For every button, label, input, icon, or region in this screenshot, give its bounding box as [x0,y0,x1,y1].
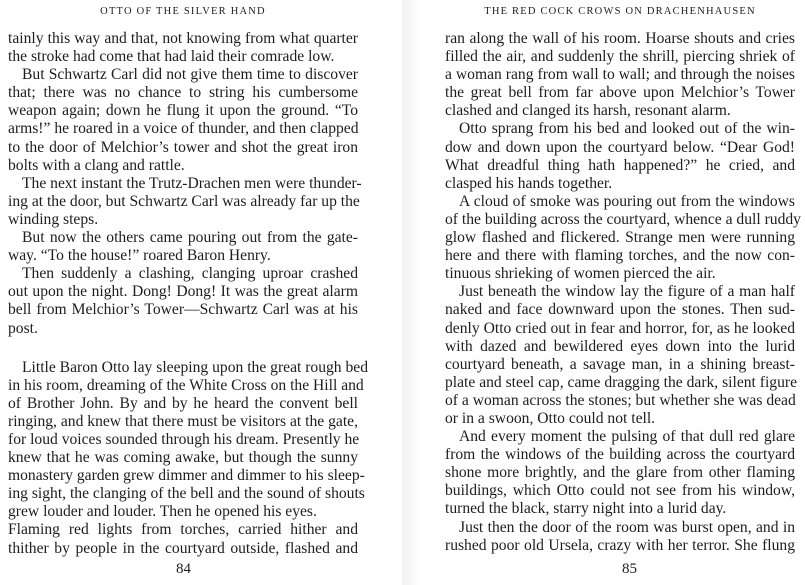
text-line: a woman rang from wall to wall; and through the noises [445,66,795,84]
text-line: of a woman across the stones; but whether she was dead [445,391,796,409]
text-line: thither by people in the courtyard outside, flashed and [8,539,358,557]
left-page [0,0,402,585]
text-line: A cloud of smoke was pouring out from the windows [459,192,795,210]
text-line: glow flashed and flickered. Strange men were running [445,229,795,247]
right-page [402,0,805,585]
text-line: ing sight, the clanging of the bell and the sound of shouts [8,485,365,503]
text-line: here and there with flaming torches, and the now con- [445,247,795,265]
text-line: ringing, and knew that there must be visitors at the gate, [8,412,358,430]
text-line: with dazed and bewildered eyes down into the lurid [445,337,795,355]
text-line: in his room, dreaming of the White Cross on the Hill and [8,376,364,394]
page-number: 84 [176,561,191,577]
text-line: or in a swoon, Otto could not tell. [445,409,656,427]
text-line: way. “To the house!” roared Baron Henry. [8,247,271,265]
text-line: out upon the night. Dong! Dong! It was the great alarm [8,283,358,301]
text-line: denly Otto cried out in fear and horror, for, as he looked [445,319,795,337]
text-line: buildings, which Otto could not see from his window, [445,482,795,500]
page-text [445,30,801,555]
text-line: of the building across the courtyard, whence a dull ruddy [445,210,801,228]
text-line: to the door of Melchior’s tower and shot the great iron [8,138,358,156]
page-number: 85 [622,561,637,577]
running-head: THE RED COCK CROWS ON DRACHENHAUSEN [484,6,756,17]
text-line: dow and down upon the courtyard below. “Dear God! [445,138,795,156]
text-line: But now the others came pouring out from the gate- [22,229,358,247]
text-line: bell from Melchior’s Tower—Schwartz Carl was at his [8,301,358,319]
text-line: Flaming red lights from torches, carried hither and [8,521,358,539]
text-line: monastery garden grew dimmer and dimmer to his sleep- [8,467,365,485]
text-line: And every moment the pulsing of that dull red glare [459,428,795,446]
text-line: grew louder and louder. Then he opened his eyes. [8,503,317,521]
text-line: filled the air, and suddenly the shrill, piercing shriek of [445,48,795,66]
text-line: post. [8,319,38,337]
text-line: The next instant the Trutz-Drachen men were thunder- [22,174,362,192]
text-line: plate and steel cap, came dragging the dark, silent figure [445,373,798,391]
text-line: that; there was no chance to string his cumbersome [8,84,358,102]
text-line: shone more brightly, and the glare from other flaming [445,464,795,482]
text-line: Just then the door of the room was burst open, and in [459,518,795,536]
text-line: tinuous shrieking of women pierced the air. [445,265,716,283]
text-line: naked and face downward upon the stones. Then sud- [445,301,795,319]
text-line: tainly this way and that, not knowing from what quarter [8,30,358,47]
text-line: arms!” he roared in a voice of thunder, and then clapped [8,120,359,138]
text-line: for loud voices sounded through his dream. Presently he [8,430,360,448]
text-line: ing at the door, but Schwartz Carl was already far up the [8,192,360,210]
text-line: the stroke had come that had laid their comrade low. [8,48,335,66]
running-head: OTTO OF THE SILVER HAND [100,6,266,17]
text-line: What dreadful thing hath happened?” he cried, and [445,156,795,174]
text-line: clasped his hands together. [445,174,613,192]
text-line: weapon again; down he flung it upon the ground. “To [8,102,358,120]
text-line: courtyard beneath, a savage man, in a shining breast- [445,355,795,373]
text-line: knew that he was coming awake, but though the sunny [8,449,358,467]
text-line: ran along the wall of his room. Hoarse shouts and cries [445,30,795,47]
text-line: winding steps. [8,210,99,228]
text-line: Then suddenly a clashing, clanging uproar crashed [22,265,358,283]
text-line: Little Baron Otto lay sleeping upon the great rough bed [22,358,369,376]
text-line: Otto sprang from his bed and looked out of the win- [459,120,795,138]
text-line: the great bell from far above upon Melchior’s Tower [445,84,795,102]
text-line: rushed poor old Ursela, crazy with her terror. She flung [445,536,795,554]
text-line: bolts with a clang and rattle. [8,156,185,174]
text-line: from the windows of the building across the courtyard [445,446,795,464]
text-line: of Brother John. By and by he heard the convent bell [8,394,358,412]
page-text [8,30,369,558]
text-line: Just beneath the window lay the figure of a man half [459,283,795,301]
text-line: But Schwartz Carl did not give them time to discover [22,66,358,84]
text-line: turned the black, starry night into a lurid day. [445,500,727,518]
text-line: clashed and clanged its harsh, resonant alarm. [445,102,731,120]
